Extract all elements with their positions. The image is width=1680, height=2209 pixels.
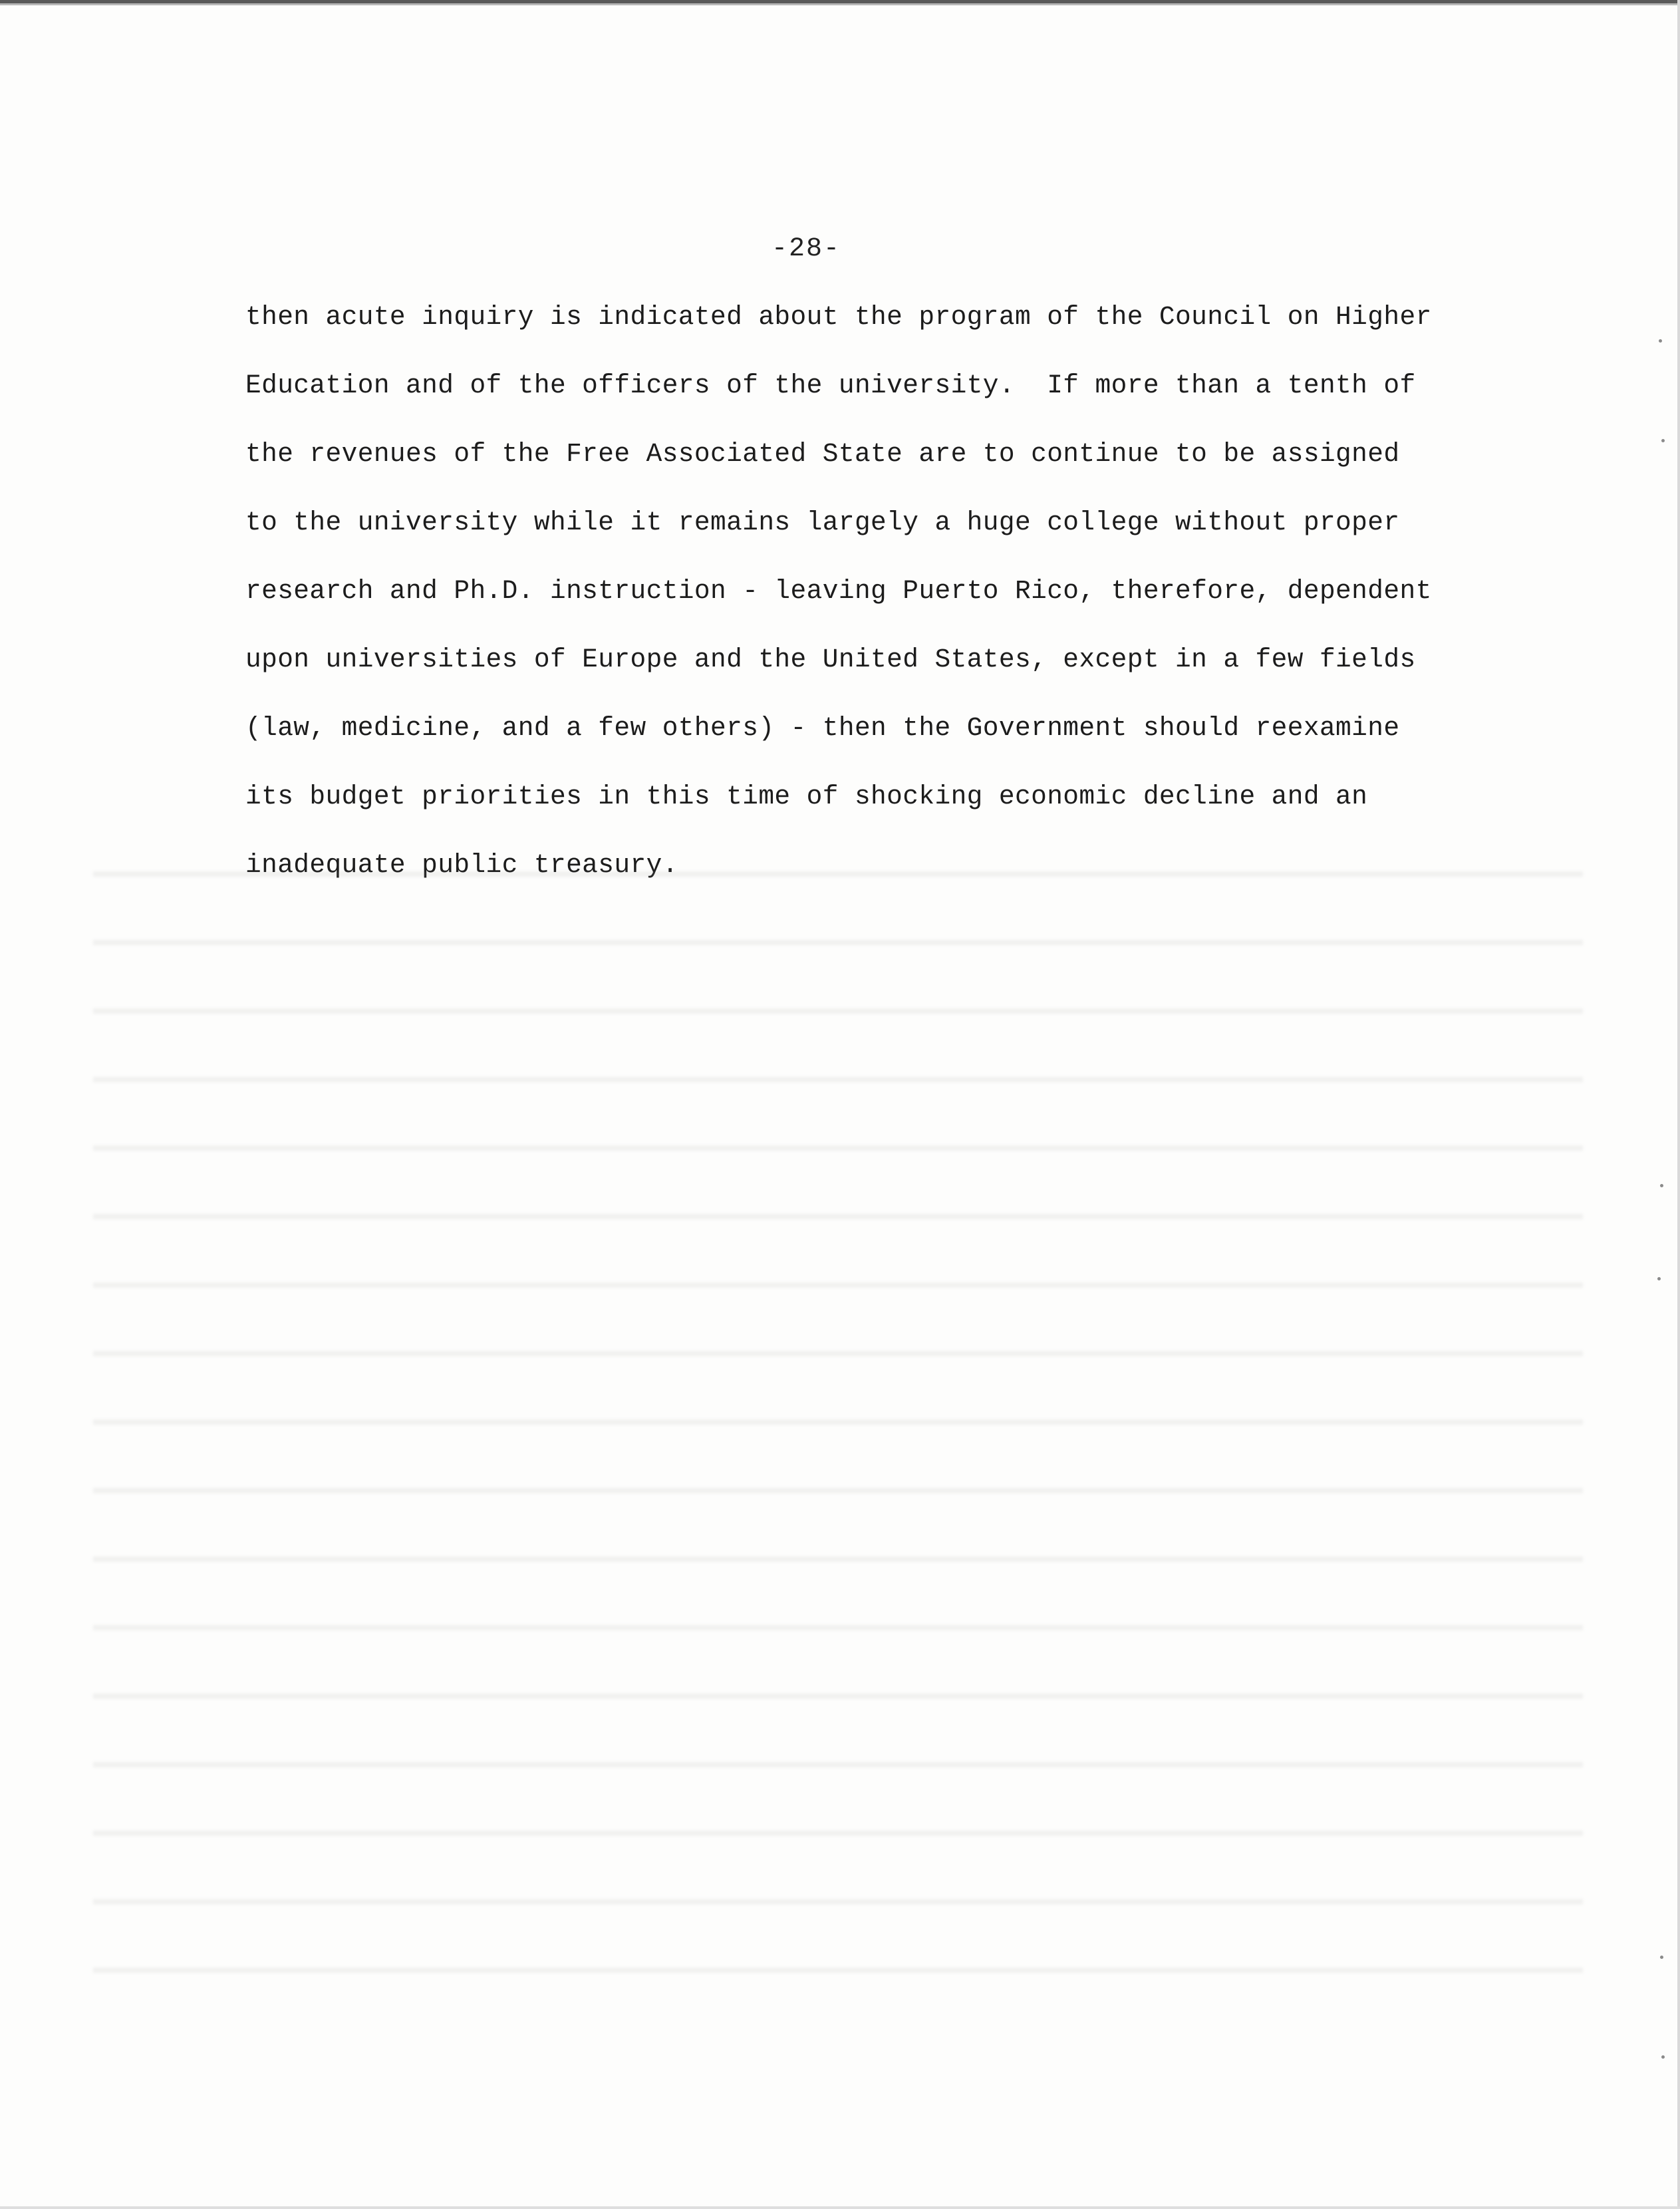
- scan-speck: [1657, 1277, 1661, 1280]
- bottom-page-edge: [0, 2206, 1680, 2209]
- paragraph-line: the revenues of the Free Associated State are to continue to be assigned: [245, 439, 1400, 469]
- scan-speck: [1660, 1956, 1663, 1959]
- paragraph-line: (law, medicine, and a few others) - then the Government should reexamine: [245, 713, 1400, 743]
- paragraph-line: its budget priorities in this time of shocking economic decline and an: [245, 782, 1368, 811]
- scan-speck: [1659, 339, 1662, 343]
- paragraph-line: research and Ph.D. instruction - leaving Puerto Rico, therefore, dependent: [245, 576, 1432, 606]
- right-page-edge: [1677, 0, 1680, 2209]
- scan-speck: [1661, 439, 1665, 442]
- scan-speck: [1660, 1184, 1663, 1187]
- paragraph-line: Education and of the officers of the university. If more than a tenth of: [245, 370, 1416, 400]
- scan-speck: [1661, 2055, 1665, 2059]
- paragraph-line: upon universities of Europe and the United States, except in a few fields: [245, 645, 1416, 674]
- margin-scan-specks: [1653, 0, 1680, 2209]
- top-edge-shadow: [0, 3, 1680, 5]
- show-through-text-bleed: [93, 845, 1583, 1989]
- paragraph-line: to the university while it remains largely a huge college without proper: [245, 508, 1400, 537]
- paragraph-line: then acute inquiry is indicated about the program of the Council on Higher: [245, 302, 1432, 332]
- body-paragraph: [245, 297, 1482, 914]
- paragraph-line: inadequate public treasury.: [245, 850, 678, 880]
- page-number: -28-: [771, 234, 841, 264]
